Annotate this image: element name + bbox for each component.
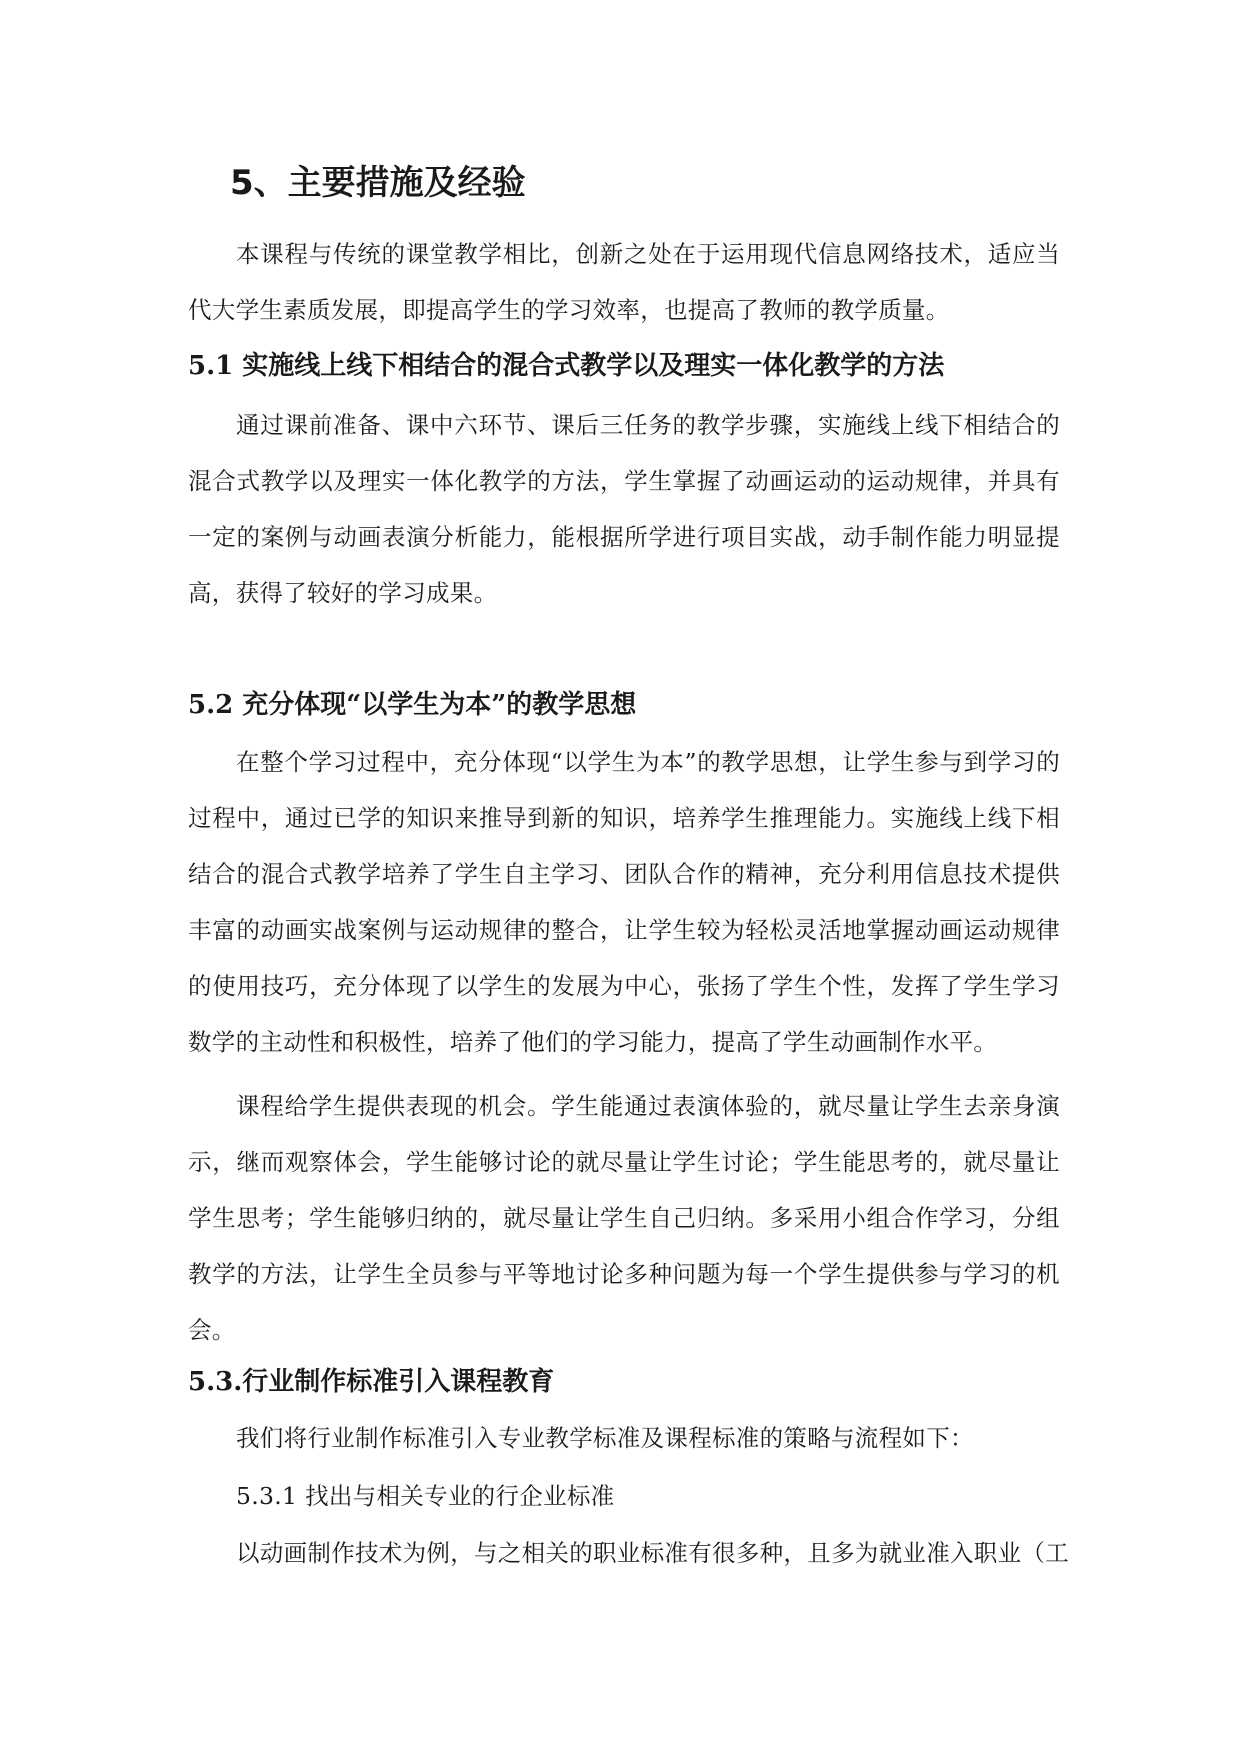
section-5-3-title: 5.3.行业制作标准引入课程教育: [188, 1367, 555, 1397]
subsection-5-3-1-title: 5.3.1 找出与相关专业的行企业标准: [236, 1482, 615, 1510]
section-5-1-title: 5.1 实施线上线下相结合的混合式教学以及理实一体化教学的方法: [188, 351, 945, 381]
subsection-5-3-1-paragraph: 以动画制作技术为例，与之相关的职业标准有很多种，且多为就业准入职业（工: [236, 1539, 1069, 1567]
section-5-3-paragraph: 我们将行业制作标准引入专业教学标准及课程标准的策略与流程如下：: [236, 1424, 974, 1452]
intro-paragraph: 本课程与传统的课堂教学相比，创新之处在于运用现代信息网络技术，适应当代大学生素质发展，即提高学生的学习效率，也提高了教师的教学质量。: [188, 240, 1060, 324]
section-5-2-paragraph-1: 在整个学习过程中，充分体现“以学生为本”的教学思想，让学生参与到学习的过程中，通过已学的知识来推导到新的知识，培养学生推理能力。实施线上线下相结合的混合式教学培养了学生自主学习、团队合作的精神，充分利用信息技术提供丰富的动画实战案例与运动规律的整合，让学生较为轻松灵活地掌握动画运动规律的使用技巧，充分体现了以学生的发展为中心，张扬了学生个性，发挥了学生学习数学的主动性和积极性，培养了他们的学习能力，提高了学生动画制作水平。: [188, 748, 1060, 1056]
section-5-1-paragraph: 通过课前准备、课中六环节、课后三任务的教学步骤，实施线上线下相结合的混合式教学以及理实一体化教学的方法，学生掌握了动画运动的运动规律，并具有一定的案例与动画表演分析能力，能根据所学进行项目实战，动手制作能力明显提高，获得了较好的学习成果。: [188, 411, 1060, 607]
main-title: 5、主要措施及经验: [230, 163, 526, 203]
section-5-2-paragraph-2: 课程给学生提供表现的机会。学生能通过表演体验的，就尽量让学生去亲身演示，继而观察体会，学生能够讨论的就尽量让学生讨论；学生能思考的，就尽量让学生思考；学生能够归纳的，就尽量让学生自己归纳。多采用小组合作学习，分组教学的方法，让学生全员参与平等地讨论多种问题为每一个学生提供参与学习的机会。: [188, 1092, 1060, 1344]
section-5-2-title: 5.2 充分体现“以学生为本”的教学思想: [188, 690, 637, 720]
